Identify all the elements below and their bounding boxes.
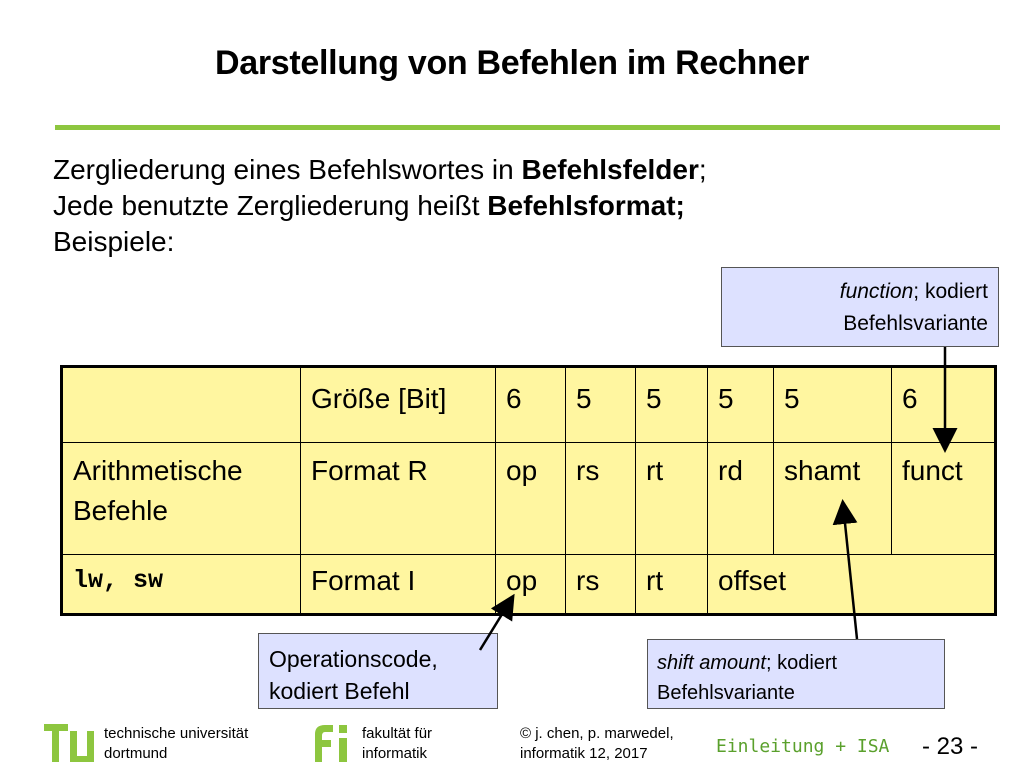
cell-size-rd: 5 — [708, 367, 774, 443]
cell-format-i: Format I — [301, 555, 496, 615]
callout-function-line2: Befehlsvariante — [843, 312, 988, 335]
cell-r-funct: funct — [892, 443, 996, 555]
footer-university — [104, 724, 248, 764]
callout-opcode-line1: Operationscode, — [269, 646, 438, 672]
tu-logo-icon — [42, 722, 98, 764]
footer-lecture-title: Einleitung + ISA — [716, 736, 890, 757]
callout-shamt-text: ; kodiert — [765, 652, 838, 674]
cell-size-shamt: 5 — [774, 367, 892, 443]
cell-size-rs: 5 — [566, 367, 636, 443]
footer-faculty-line1: fakultät für — [362, 725, 433, 742]
cell-i-offset: offset — [708, 555, 996, 615]
footer-faculty — [362, 724, 432, 764]
cell-size-rt: 5 — [636, 367, 708, 443]
page-title: Darstellung von Befehlen im Rechner — [214, 44, 810, 82]
cell-size-funct: 6 — [892, 367, 996, 443]
cell-r-shamt: shamt — [774, 443, 892, 555]
callout-shamt-term: shift amount — [657, 652, 766, 674]
cell-i-rt: rt — [636, 555, 708, 615]
arrow-opcode-to-op — [480, 598, 512, 650]
cell-format-r: Format R — [301, 443, 496, 555]
cell-i-op: op — [496, 555, 566, 615]
cell-r-op: op — [496, 443, 566, 555]
intro-line-3: Beispiele: — [53, 226, 175, 257]
cell-r-rs: rs — [566, 443, 636, 555]
footer-page-number: - 23 - — [922, 733, 979, 760]
cell-category-lw-sw: lw, sw — [62, 555, 301, 615]
cell-size-op: 6 — [496, 367, 566, 443]
callout-opcode-line2: kodiert Befehl — [269, 678, 410, 704]
cell-i-rs: rs — [566, 555, 636, 615]
category-line-2: Befehle — [73, 495, 168, 526]
arrow-shamt-to-shamt — [843, 504, 857, 639]
cell-size-label: Größe [Bit] — [301, 367, 496, 443]
footer-university-line2: dortmund — [104, 745, 168, 762]
footer-copyright-line2: informatik 12, 2017 — [520, 745, 648, 762]
footer-university-line1: technische universität — [104, 725, 249, 742]
callout-shamt-line2: Befehlsvariante — [657, 682, 795, 704]
callout-function-term: function — [839, 280, 914, 303]
intro-term-befehlsfelder: Befehlsfelder — [521, 154, 699, 185]
footer-copyright — [520, 724, 674, 764]
cell-r-rt: rt — [636, 443, 708, 555]
intro-line-2-text: Jede benutzte Zergliederung heißt — [53, 190, 488, 221]
footer-copyright-line1: © j. chen, p. marwedel, — [520, 725, 674, 742]
intro-line-1-end: ; — [698, 154, 707, 185]
intro-line-1-text: Zergliederung eines Befehlswortes in — [53, 154, 522, 185]
footer-faculty-line2: informatik — [362, 745, 428, 762]
intro-term-befehlsformat: Befehlsformat; — [487, 190, 685, 221]
category-line-1: Arithmetische — [73, 455, 243, 486]
callout-function-text: ; kodiert — [913, 280, 988, 303]
fi-logo-icon — [309, 722, 355, 764]
cell-r-rd: rd — [708, 443, 774, 555]
